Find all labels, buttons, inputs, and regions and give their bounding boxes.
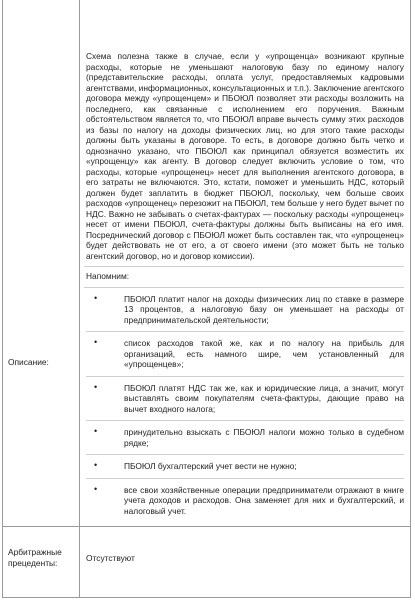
column-divider <box>79 0 80 598</box>
bullet-icon: • <box>94 292 98 303</box>
list-item: • ПБОЮЛ платят НДС так же, как и юридические лица, а значит, могут выставлять своим покупателям счета-фактуры, дающие право на вычет входного налога; <box>86 377 404 422</box>
precedents-label: Арбитражные прецеденты: <box>8 547 62 568</box>
precedents-value: Отсутствуют <box>86 553 135 563</box>
list-item: • ПБОЮЛ платит налог на доходы физических лиц по ставке в размере 13 процентов, а налоговую базу он уменьшает на расходы от предпринимательской деятельности; <box>86 288 404 333</box>
description-paragraph: Схема полезна также в случае, если у «упрощенца» возникают крупные расходы, которые не уменьшают налоговую базу по единому налогу (представительские расходы, оплата услуг, предоставляемых кадровыми агентствами, информационных, консультационных и т.п.). Заключение агентского договора между «упрощенцем» и ПБОЮЛ позволяет эти расходы возложить на последнего, как связанные с исполнением его поручения. Важным обстоятельством является то, что ПБОЮЛ вправе вычесть сумму этих расходов из базы по налогу на доходы физических лиц, но для этого такие расходы должны быть указаны в договоре. То есть, в договоре должно быть четко и однозначно указано, что ПБОЮЛ как принципал обязуется возместить их «упрощенцу» как агенту. В договор следует включить условие о том, что расходы, которые «упрощенец» несет для выполнения агентского договора, в его затраты не включаются. Это, кстати, поможет и уменьшить НДС, который должен будет заплатить в бюджет ПБОЮЛ, поскольку, чем больше своих расходов «упрощенец» перезожит на ПБОЮЛ, тем больше у него будет вычет по НДС. Важно не забывать о счетах-фактурах — поскольку расходы «упрощенец» несет от имени ПБОЮЛ, счета-фактуры должны быть выписаны на его имя. Посреднический договор с ПБОЮЛ может быть составлен так, что «упрощенец» будет действовать не от его, а от своего имени (это может быть не только агентский договор, но и договор комиссии). <box>86 51 404 261</box>
bullet-icon: • <box>94 381 98 392</box>
description-cell <box>86 51 404 522</box>
description-label: Описание: <box>8 357 49 367</box>
bullet-icon: • <box>94 483 98 494</box>
list-item: • все свои хозяйственные операции предприниматели отражают в книге учета доходов и расходов. Она заменяет для них и бухгалтерский, и налоговый учет. <box>94 483 404 516</box>
bullet-icon: • <box>94 337 98 347</box>
row-divider <box>3 526 410 527</box>
list-item: • ПБОЮЛ бухгалтерский учет вести не нужно; <box>86 455 404 479</box>
bullet-icon: • <box>94 460 98 470</box>
bullet-icon: • <box>94 426 98 436</box>
list-item: • принудительно взыскать с ПБОЮЛ налоги можно только в судебном рядке; <box>86 421 404 455</box>
reminder-heading: Напомним: <box>86 271 130 281</box>
reminder-list <box>86 288 404 523</box>
inner-divider <box>84 266 404 267</box>
list-item: • список расходов такой же, как и по налогу на прибыль для организаций, есть намного шире, чем установленный для «упрощенцев»; <box>86 332 404 377</box>
info-table <box>2 0 411 598</box>
